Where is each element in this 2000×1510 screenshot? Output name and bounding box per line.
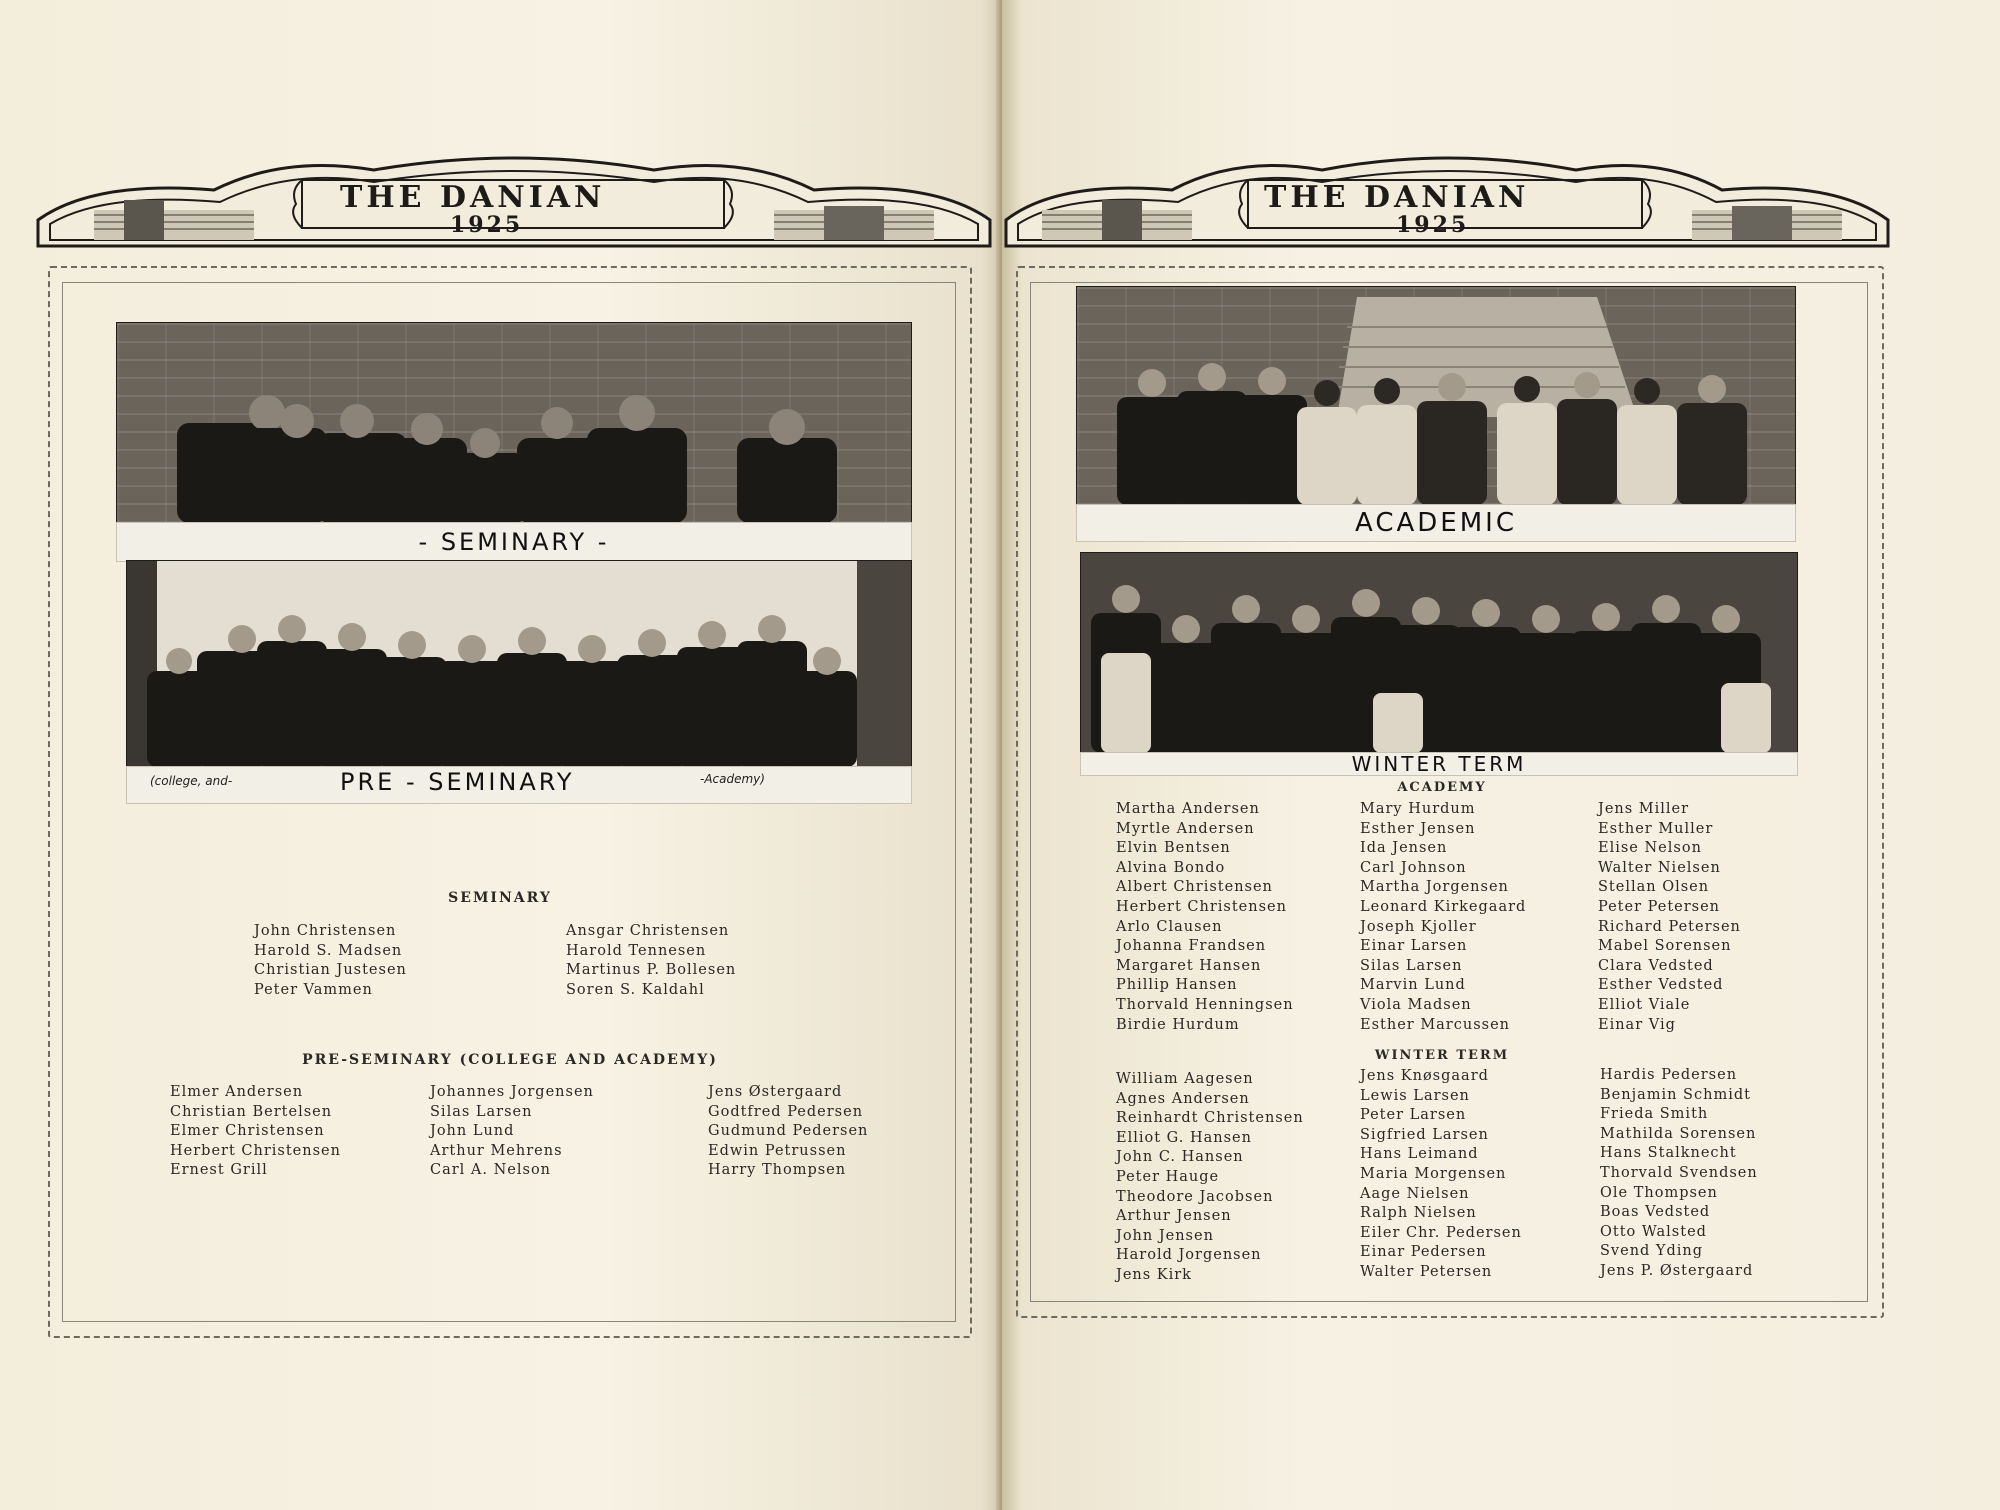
name: Peter Petersen bbox=[1598, 898, 1721, 915]
name: William Aagesen bbox=[1116, 1071, 1254, 1087]
name: Christian Justesen bbox=[254, 962, 407, 979]
seminary-heading: SEMINARY bbox=[448, 890, 552, 906]
preseminary-col-3 bbox=[708, 1083, 868, 1181]
winter-term-group bbox=[1081, 553, 1797, 753]
name: Maria Morgensen bbox=[1360, 1165, 1507, 1182]
name: Svend Yding bbox=[1600, 1243, 1704, 1260]
name: John Jensen bbox=[1116, 1227, 1214, 1244]
name: Jens Miller bbox=[1598, 801, 1690, 817]
name: Christian Bertelsen bbox=[170, 1103, 333, 1120]
name: Esther Jensen bbox=[1360, 820, 1476, 837]
name: Herbert Christensen bbox=[1116, 898, 1287, 915]
preseminary-note-right: -Academy) bbox=[700, 772, 765, 786]
name: Elliot Viale bbox=[1598, 996, 1691, 1013]
name: Harold S. Madsen bbox=[254, 942, 403, 959]
name: Thorvald Henningsen bbox=[1116, 996, 1294, 1013]
name: Mabel Sorensen bbox=[1598, 938, 1732, 955]
name: Elliot G. Hansen bbox=[1116, 1129, 1252, 1146]
name: Arthur Mehrens bbox=[430, 1142, 563, 1159]
name: Gudmund Pedersen bbox=[708, 1123, 869, 1140]
preseminary-note-left: (college, and- bbox=[150, 774, 233, 788]
winter-term-heading: WINTER TERM bbox=[1374, 1048, 1510, 1063]
name: Elise Nelson bbox=[1598, 840, 1702, 857]
name: Esther Muller bbox=[1598, 820, 1714, 837]
name: Agnes Andersen bbox=[1116, 1090, 1250, 1107]
name: Carl A. Nelson bbox=[430, 1162, 552, 1179]
winter-term-col-2 bbox=[1360, 1067, 1522, 1283]
name: Johannes Jorgensen bbox=[430, 1084, 594, 1100]
seminary-col-1 bbox=[254, 922, 407, 1000]
name: Harold Jorgensen bbox=[1116, 1247, 1262, 1264]
name: Clara Vedsted bbox=[1598, 957, 1714, 974]
name: Mary Hurdum bbox=[1360, 801, 1476, 817]
header-title: THE DANIAN bbox=[1264, 180, 1530, 215]
preseminary-col-2 bbox=[430, 1083, 594, 1181]
name: Eiler Chr. Pedersen bbox=[1360, 1224, 1522, 1241]
name: Einar Larsen bbox=[1360, 938, 1468, 955]
name: Viola Madsen bbox=[1360, 996, 1472, 1013]
name: Mathilda Sorensen bbox=[1600, 1125, 1757, 1142]
name: Hans Stalknecht bbox=[1600, 1145, 1737, 1162]
name: Johanna Frandsen bbox=[1116, 938, 1267, 955]
academic-group bbox=[1077, 287, 1795, 505]
winter-term-photo bbox=[1080, 552, 1798, 754]
name: Peter Larsen bbox=[1360, 1107, 1467, 1124]
winter-term-col-1 bbox=[1116, 1070, 1304, 1286]
academic-caption: ACADEMIC bbox=[1076, 504, 1796, 542]
seminary-caption: - SEMINARY - bbox=[116, 522, 912, 562]
header-year: 1925 bbox=[1396, 212, 1470, 238]
name: Harold Tennesen bbox=[566, 942, 707, 959]
name: Carl Johnson bbox=[1360, 859, 1467, 876]
name: Herbert Christensen bbox=[170, 1142, 341, 1159]
preseminary-caption: PRE - SEMINARY bbox=[340, 768, 575, 796]
name: Soren S. Kaldahl bbox=[566, 981, 705, 998]
right-page bbox=[1002, 0, 2000, 1510]
name: Jens Østergaard bbox=[708, 1084, 843, 1100]
name: Boas Vedsted bbox=[1600, 1204, 1711, 1221]
name: Ida Jensen bbox=[1360, 840, 1448, 857]
name: Birdie Hurdum bbox=[1116, 1016, 1240, 1033]
header-title: THE DANIAN bbox=[340, 180, 606, 215]
name: Arlo Clausen bbox=[1116, 918, 1223, 935]
name: Elvin Bentsen bbox=[1116, 840, 1231, 857]
name: Leonard Kirkegaard bbox=[1360, 898, 1527, 915]
name: Einar Pedersen bbox=[1360, 1244, 1487, 1261]
name: Richard Petersen bbox=[1598, 918, 1741, 935]
name: Margaret Hansen bbox=[1116, 957, 1262, 974]
name: Lewis Larsen bbox=[1360, 1087, 1470, 1104]
academy-col-1 bbox=[1116, 800, 1294, 1035]
academy-col-3 bbox=[1598, 800, 1741, 1035]
name: Walter Nielsen bbox=[1598, 859, 1721, 876]
name: Peter Vammen bbox=[254, 981, 373, 998]
winter-term-col-3 bbox=[1600, 1066, 1758, 1282]
name: Phillip Hansen bbox=[1116, 977, 1238, 994]
name: Joseph Kjoller bbox=[1360, 918, 1477, 935]
seminary-col-2 bbox=[566, 922, 736, 1000]
name: Harry Thompsen bbox=[708, 1162, 847, 1179]
name: Otto Walsted bbox=[1600, 1223, 1707, 1240]
name: Edwin Petrussen bbox=[708, 1142, 847, 1159]
name: John Christensen bbox=[254, 923, 397, 939]
name: Benjamin Schmidt bbox=[1600, 1086, 1751, 1103]
name: Ansgar Christensen bbox=[566, 923, 730, 939]
name: John Lund bbox=[430, 1123, 515, 1140]
academic-photo bbox=[1076, 286, 1796, 506]
academy-heading: ACADEMY bbox=[1397, 780, 1487, 795]
preseminary-group bbox=[127, 561, 911, 767]
name: Martha Andersen bbox=[1116, 801, 1260, 817]
name: Jens P. Østergaard bbox=[1600, 1262, 1754, 1279]
academy-col-2 bbox=[1360, 800, 1526, 1035]
name: Thorvald Svendsen bbox=[1600, 1164, 1758, 1181]
name: Walter Petersen bbox=[1360, 1263, 1493, 1280]
name: Jens Kirk bbox=[1116, 1266, 1192, 1283]
name: Martha Jorgensen bbox=[1360, 879, 1509, 896]
name: Hans Leimand bbox=[1360, 1146, 1479, 1163]
name: Sigfried Larsen bbox=[1360, 1126, 1489, 1143]
name: Silas Larsen bbox=[430, 1103, 533, 1120]
name: Alvina Bondo bbox=[1116, 859, 1226, 876]
header-year: 1925 bbox=[450, 212, 524, 238]
name: Ole Thompsen bbox=[1600, 1184, 1718, 1201]
seminary-group bbox=[117, 383, 911, 523]
name: Reinhardt Christensen bbox=[1116, 1110, 1304, 1127]
name: Ralph Nielsen bbox=[1360, 1205, 1477, 1222]
name: Aage Nielsen bbox=[1360, 1185, 1470, 1202]
name: Silas Larsen bbox=[1360, 957, 1463, 974]
preseminary-heading: PRE-SEMINARY (COLLEGE AND ACADEMY) bbox=[302, 1052, 718, 1068]
name: Godtfred Pedersen bbox=[708, 1103, 864, 1120]
name: John C. Hansen bbox=[1116, 1149, 1244, 1166]
name: Hardis Pedersen bbox=[1600, 1067, 1738, 1083]
name: Esther Vedsted bbox=[1598, 977, 1724, 994]
name: Peter Hauge bbox=[1116, 1168, 1220, 1185]
name: Stellan Olsen bbox=[1598, 879, 1710, 896]
name: Martinus P. Bollesen bbox=[566, 962, 737, 979]
name: Arthur Jensen bbox=[1116, 1208, 1232, 1225]
name: Frieda Smith bbox=[1600, 1106, 1709, 1123]
preseminary-col-1 bbox=[170, 1083, 341, 1181]
name: Elmer Andersen bbox=[170, 1084, 304, 1100]
name: Marvin Lund bbox=[1360, 977, 1466, 994]
winter-term-caption: WINTER TERM bbox=[1080, 752, 1798, 776]
name: Elmer Christensen bbox=[170, 1123, 325, 1140]
name: Einar Vig bbox=[1598, 1016, 1676, 1033]
name: Jens Knøsgaard bbox=[1360, 1068, 1489, 1084]
name: Albert Christensen bbox=[1116, 879, 1273, 896]
name: Myrtle Andersen bbox=[1116, 820, 1255, 837]
preseminary-photo bbox=[126, 560, 912, 768]
name: Esther Marcussen bbox=[1360, 1016, 1510, 1033]
name: Theodore Jacobsen bbox=[1116, 1188, 1274, 1205]
seminary-photo bbox=[116, 322, 912, 524]
name: Ernest Grill bbox=[170, 1162, 268, 1179]
